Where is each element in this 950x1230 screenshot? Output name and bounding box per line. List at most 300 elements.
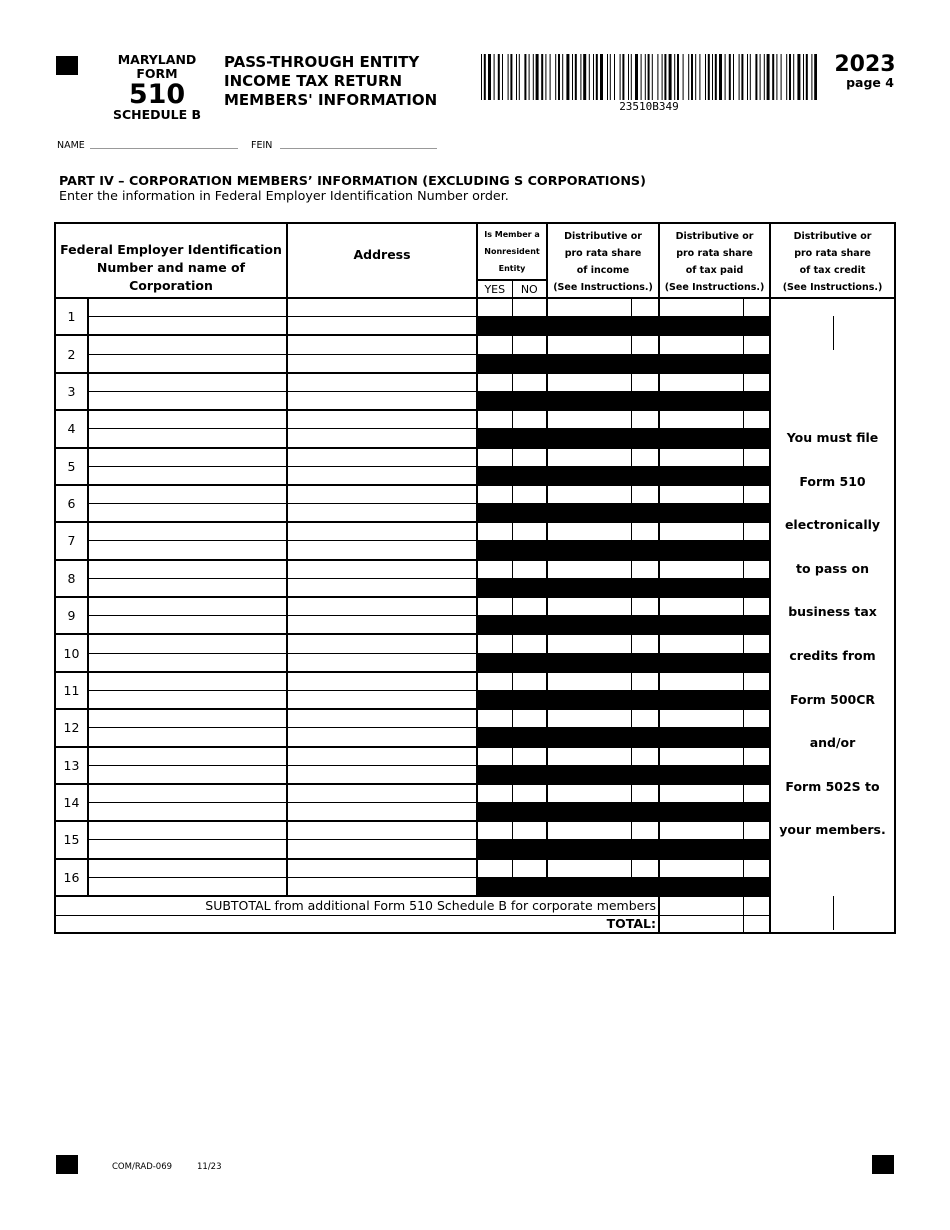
income-dollars-input[interactable]	[547, 634, 631, 653]
income-l1: Distributive or	[564, 231, 642, 242]
barcode-bar	[705, 54, 706, 100]
nonresident-yes-checkbox[interactable]	[477, 485, 512, 504]
address-input-line1[interactable]	[287, 747, 477, 766]
address-input-line1[interactable]	[287, 485, 477, 504]
table-row-sub	[55, 690, 895, 709]
tax-paid-dollars-input[interactable]	[659, 784, 743, 803]
tax-paid-dollars-input[interactable]	[659, 709, 743, 728]
nonresident-no-checkbox[interactable]	[512, 335, 547, 354]
barcode-bar	[614, 54, 615, 100]
income-dollars-input[interactable]	[547, 522, 631, 541]
tax-paid-cents-input[interactable]	[743, 597, 770, 616]
subtotal-cents-input[interactable]	[743, 896, 770, 915]
tax-paid-dollars-input[interactable]	[659, 672, 743, 691]
income-cents-input[interactable]	[631, 672, 659, 691]
fein-input[interactable]	[88, 634, 287, 653]
barcode-bar	[657, 54, 658, 100]
notice-line: to pass on	[796, 560, 870, 576]
income-dollars-input[interactable]	[547, 373, 631, 392]
tax-paid-cents-input[interactable]	[743, 298, 770, 317]
corporation-name-input[interactable]	[88, 354, 287, 373]
barcode-bar	[741, 54, 743, 100]
tax-paid-cents-input[interactable]	[743, 522, 770, 541]
tax-paid-cents-input[interactable]	[743, 747, 770, 766]
address-input-line2[interactable]	[287, 653, 477, 672]
address-input-line1[interactable]	[287, 448, 477, 467]
taxpaid-l3: of tax paid	[685, 265, 744, 276]
address-input-line1[interactable]	[287, 672, 477, 691]
header-yes	[477, 280, 512, 298]
header-fein-name-text: Federal Employer Identification Number and name of Corporation	[60, 241, 282, 293]
members-table	[54, 222, 896, 934]
yes-text: YES	[484, 282, 506, 296]
barcode-bar	[558, 54, 560, 100]
tax-paid-dollars-input[interactable]	[659, 747, 743, 766]
barcode-bar	[536, 54, 539, 100]
barcode-bar	[533, 54, 534, 100]
barcode-bar	[529, 54, 530, 100]
income-cents-input[interactable]	[631, 597, 659, 616]
address-input-line2[interactable]	[287, 391, 477, 410]
nonresident-no-checkbox[interactable]	[512, 373, 547, 392]
tax-paid-cents-input[interactable]	[743, 410, 770, 429]
total-cents-input[interactable]	[743, 915, 770, 933]
fein-input[interactable]	[88, 784, 287, 803]
notice-text	[771, 416, 894, 852]
corporation-name-input[interactable]	[88, 504, 287, 523]
fein-input[interactable]	[88, 672, 287, 691]
address-input-line2[interactable]	[287, 616, 477, 635]
notice-line: Form 500CR	[789, 691, 876, 707]
address-input-line2[interactable]	[287, 728, 477, 747]
shaded-block	[477, 541, 770, 560]
barcode-bar	[580, 54, 581, 100]
shaded-block	[477, 653, 770, 672]
name-label: NAME	[57, 140, 85, 151]
income-cents-input[interactable]	[631, 373, 659, 392]
notice-line: credits from	[789, 647, 876, 663]
tax-paid-cents-input[interactable]	[743, 634, 770, 653]
table-row-sub	[55, 653, 895, 672]
shaded-block	[477, 317, 770, 336]
barcode-bar	[545, 54, 546, 100]
income-cents-input[interactable]	[631, 634, 659, 653]
income-cents-input[interactable]	[631, 335, 659, 354]
table-row-sub	[55, 728, 895, 747]
nonres-l3: Entity	[498, 264, 526, 273]
address-input-line2[interactable]	[287, 541, 477, 560]
address-input-line2[interactable]	[287, 429, 477, 448]
corporation-name-input[interactable]	[88, 803, 287, 822]
nonresident-yes-checkbox[interactable]	[477, 448, 512, 467]
nonresident-no-checkbox[interactable]	[512, 485, 547, 504]
address-input-line2[interactable]	[287, 877, 477, 896]
barcode-bar	[498, 54, 500, 100]
income-cents-input[interactable]	[631, 448, 659, 467]
total-label: TOTAL:	[55, 915, 659, 933]
barcode-bar	[786, 54, 787, 100]
address-input-line2[interactable]	[287, 765, 477, 784]
tax-paid-cents-input[interactable]	[743, 859, 770, 878]
header-address-text: Address	[353, 247, 411, 262]
income-cents-input[interactable]	[631, 859, 659, 878]
tax-paid-dollars-input[interactable]	[659, 859, 743, 878]
fein-input[interactable]	[88, 859, 287, 878]
header-nonresident	[477, 223, 547, 280]
table-row	[55, 335, 895, 354]
barcode-bar	[635, 54, 638, 100]
header-tax-credit	[770, 223, 895, 298]
address-input-line1[interactable]	[287, 410, 477, 429]
fein-input[interactable]	[88, 485, 287, 504]
row-number: 15	[55, 821, 88, 858]
barcode-bar	[562, 54, 563, 100]
corporation-name-input[interactable]	[88, 391, 287, 410]
corporation-name-input[interactable]	[88, 877, 287, 896]
tax-paid-dollars-input[interactable]	[659, 522, 743, 541]
tax-paid-dollars-input[interactable]	[659, 335, 743, 354]
row-number: 11	[55, 672, 88, 709]
barcode-bar	[572, 54, 573, 100]
address-input-line1[interactable]	[287, 821, 477, 840]
part-instruction: Enter the information in Federal Employer Identification Number order.	[59, 188, 509, 203]
barcode-bar	[695, 54, 696, 100]
income-cents-input[interactable]	[631, 784, 659, 803]
barcode-bar	[524, 54, 526, 100]
barcode-bar	[719, 54, 722, 100]
row-number: 14	[55, 784, 88, 821]
form-id-block	[108, 53, 206, 122]
nonresident-no-checkbox[interactable]	[512, 448, 547, 467]
table-row	[55, 784, 895, 803]
nonres-l1: Is Member a	[484, 230, 540, 239]
address-input-line1[interactable]	[287, 597, 477, 616]
table-row-sub	[55, 840, 895, 859]
address-input-line1[interactable]	[287, 298, 477, 317]
tax-paid-dollars-input[interactable]	[659, 298, 743, 317]
row-number: 4	[55, 410, 88, 447]
credit-l1: Distributive or	[793, 231, 872, 242]
nonresident-yes-checkbox[interactable]	[477, 709, 512, 728]
corporation-name-input[interactable]	[88, 317, 287, 336]
tax-year: 2023	[834, 52, 896, 77]
barcode-bar	[739, 54, 740, 100]
nonresident-yes-checkbox[interactable]	[477, 672, 512, 691]
tax-paid-dollars-input[interactable]	[659, 597, 743, 616]
income-dollars-input[interactable]	[547, 597, 631, 616]
income-cents-input[interactable]	[631, 522, 659, 541]
address-input-line2[interactable]	[287, 803, 477, 822]
tax-paid-cents-input[interactable]	[743, 821, 770, 840]
barcode-bar	[674, 54, 675, 100]
schedule-label: SCHEDULE B	[112, 107, 202, 122]
tax-paid-cents-input[interactable]	[743, 709, 770, 728]
barcode-bar	[733, 54, 734, 100]
fein-field[interactable]	[280, 138, 437, 149]
barcode-bar	[502, 54, 503, 100]
form-revision: 11/23	[197, 1162, 222, 1172]
address-input-line2[interactable]	[287, 317, 477, 336]
barcode-bar	[776, 54, 777, 100]
table-row-sub	[55, 317, 895, 336]
address-input-line1[interactable]	[287, 709, 477, 728]
table-row-sub	[55, 578, 895, 597]
table-row	[55, 859, 895, 878]
table-row-sub	[55, 504, 895, 523]
income-dollars-input[interactable]	[547, 448, 631, 467]
income-dollars-input[interactable]	[547, 410, 631, 429]
address-input-line1[interactable]	[287, 522, 477, 541]
table-row-sub	[55, 466, 895, 485]
nonresident-no-checkbox[interactable]	[512, 859, 547, 878]
barcode-bar	[683, 54, 684, 100]
fein-input[interactable]	[88, 373, 287, 392]
address-input-line2[interactable]	[287, 466, 477, 485]
nonresident-yes-checkbox[interactable]	[477, 410, 512, 429]
row-number: 10	[55, 634, 88, 671]
income-dollars-input[interactable]	[547, 672, 631, 691]
tax-paid-dollars-input[interactable]	[659, 373, 743, 392]
table-row-sub	[55, 541, 895, 560]
barcode-bar	[583, 54, 586, 100]
income-cents-input[interactable]	[631, 747, 659, 766]
notice-line: You must file	[786, 430, 879, 445]
table-row-sub	[55, 391, 895, 410]
tax-paid-cents-input[interactable]	[743, 784, 770, 803]
table-row	[55, 522, 895, 541]
barcode-bar	[764, 54, 765, 100]
nonresident-no-checkbox[interactable]	[512, 560, 547, 579]
corporation-name-input[interactable]	[88, 653, 287, 672]
fein-input[interactable]	[88, 597, 287, 616]
corporation-name-input[interactable]	[88, 541, 287, 560]
form-title	[224, 53, 437, 110]
nonresident-yes-checkbox[interactable]	[477, 298, 512, 317]
shaded-block	[477, 616, 770, 635]
barcode-bar	[508, 54, 509, 100]
shaded-block	[477, 840, 770, 859]
shaded-block	[477, 877, 770, 896]
shaded-block	[477, 354, 770, 373]
members-table-body	[55, 298, 895, 933]
part-title: PART IV – CORPORATION MEMBERS’ INFORMATION (EXCLUDING S CORPORATIONS)	[59, 173, 646, 188]
address-input-line2[interactable]	[287, 354, 477, 373]
barcode-bar	[767, 54, 770, 100]
nonresident-no-checkbox[interactable]	[512, 522, 547, 541]
tax-paid-cents-input[interactable]	[743, 560, 770, 579]
notice-line: and/or	[809, 735, 856, 751]
notice-line: Form 510	[799, 473, 866, 489]
income-cents-input[interactable]	[631, 709, 659, 728]
income-dollars-input[interactable]	[547, 709, 631, 728]
state-label: MARYLAND	[117, 52, 197, 67]
tax-paid-cents-input[interactable]	[743, 485, 770, 504]
nonresident-yes-checkbox[interactable]	[477, 335, 512, 354]
nonresident-no-checkbox[interactable]	[512, 747, 547, 766]
income-dollars-input[interactable]	[547, 298, 631, 317]
income-dollars-input[interactable]	[547, 485, 631, 504]
table-row	[55, 373, 895, 392]
income-cents-input[interactable]	[631, 410, 659, 429]
corporation-name-input[interactable]	[88, 690, 287, 709]
table-row	[55, 597, 895, 616]
address-input-line2[interactable]	[287, 578, 477, 597]
fein-label: FEIN	[251, 140, 273, 151]
tax-paid-cents-input[interactable]	[743, 448, 770, 467]
income-l2: pro rata share	[564, 248, 642, 259]
tax-paid-cents-input[interactable]	[743, 335, 770, 354]
name-field[interactable]	[90, 138, 238, 149]
corporation-name-input[interactable]	[88, 578, 287, 597]
address-input-line2[interactable]	[287, 840, 477, 859]
tax-paid-dollars-input[interactable]	[659, 560, 743, 579]
total-dollars-input[interactable]	[659, 915, 743, 933]
barcode-bar	[677, 54, 679, 100]
notice-line: business tax	[788, 604, 877, 620]
nonresident-no-checkbox[interactable]	[512, 634, 547, 653]
barcode-bar	[662, 54, 663, 100]
shaded-block	[477, 803, 770, 822]
table-row-sub	[55, 429, 895, 448]
nonresident-yes-checkbox[interactable]	[477, 522, 512, 541]
address-input-line1[interactable]	[287, 335, 477, 354]
barcode-bar	[729, 54, 731, 100]
barcode-bar	[481, 54, 482, 100]
barcode-bar	[811, 54, 812, 100]
shaded-block	[477, 578, 770, 597]
income-cents-input[interactable]	[631, 821, 659, 840]
fein-input[interactable]	[88, 747, 287, 766]
barcode-bar	[712, 54, 713, 100]
nonresident-yes-checkbox[interactable]	[477, 634, 512, 653]
address-input-line2[interactable]	[287, 504, 477, 523]
nonresident-yes-checkbox[interactable]	[477, 859, 512, 878]
income-cents-input[interactable]	[631, 485, 659, 504]
subtotal-dollars-input[interactable]	[659, 896, 743, 915]
barcode-bar	[715, 54, 717, 100]
title-line-1: PASS-THROUGH ENTITY	[224, 53, 420, 71]
nonresident-no-checkbox[interactable]	[512, 410, 547, 429]
table-row-sub	[55, 765, 895, 784]
nonresident-yes-checkbox[interactable]	[477, 747, 512, 766]
nonresident-no-checkbox[interactable]	[512, 672, 547, 691]
income-dollars-input[interactable]	[547, 821, 631, 840]
address-input-line1[interactable]	[287, 784, 477, 803]
fein-input[interactable]	[88, 448, 287, 467]
fein-input[interactable]	[88, 410, 287, 429]
taxpaid-l1: Distributive or	[675, 231, 754, 242]
fein-input[interactable]	[88, 821, 287, 840]
barcode-bar	[645, 54, 646, 100]
tax-paid-dollars-input[interactable]	[659, 410, 743, 429]
tax-paid-dollars-input[interactable]	[659, 634, 743, 653]
notice-line: Form 502S to	[785, 778, 880, 794]
nonresident-no-checkbox[interactable]	[512, 784, 547, 803]
corporation-name-input[interactable]	[88, 429, 287, 448]
barcode-bar	[750, 54, 751, 100]
header-no	[512, 280, 547, 298]
income-dollars-input[interactable]	[547, 747, 631, 766]
credit-l2: pro rata share	[794, 248, 871, 259]
corporation-name-input[interactable]	[88, 466, 287, 485]
fein-input[interactable]	[88, 335, 287, 354]
nonresident-yes-checkbox[interactable]	[477, 560, 512, 579]
barcode-bar	[575, 54, 577, 100]
shaded-block	[477, 466, 770, 485]
tax-paid-dollars-input[interactable]	[659, 485, 743, 504]
fein-input[interactable]	[88, 560, 287, 579]
subtotal-label: SUBTOTAL from additional Form 510 Schedule B for corporate members	[55, 896, 659, 915]
address-input-line1[interactable]	[287, 560, 477, 579]
tax-paid-cents-input[interactable]	[743, 672, 770, 691]
barcode-bar	[760, 54, 761, 100]
nonresident-no-checkbox[interactable]	[512, 298, 547, 317]
table-row-sub	[55, 354, 895, 373]
credit-l3: of tax credit	[799, 265, 866, 276]
income-dollars-input[interactable]	[547, 784, 631, 803]
table-row	[55, 448, 895, 467]
barcode-bar	[797, 54, 800, 100]
address-input-line2[interactable]	[287, 690, 477, 709]
income-dollars-input[interactable]	[547, 335, 631, 354]
income-cents-input[interactable]	[631, 560, 659, 579]
income-dollars-input[interactable]	[547, 560, 631, 579]
fein-input[interactable]	[88, 522, 287, 541]
barcode-bar	[628, 54, 629, 100]
credit-l4: (See Instructions.)	[782, 282, 883, 293]
row-number: 2	[55, 335, 88, 372]
nonresident-yes-checkbox[interactable]	[477, 821, 512, 840]
form-word: FORM	[136, 66, 178, 81]
income-l3: of income	[576, 265, 630, 276]
page-number: page 4	[846, 75, 894, 90]
barcode-bar	[610, 54, 611, 100]
nonresident-yes-checkbox[interactable]	[477, 373, 512, 392]
barcode-bar	[691, 54, 693, 100]
no-text: NO	[520, 282, 538, 296]
income-dollars-input[interactable]	[547, 859, 631, 878]
fein-input[interactable]	[88, 298, 287, 317]
corporation-name-input[interactable]	[88, 765, 287, 784]
corporation-name-input[interactable]	[88, 728, 287, 747]
barcode-bar	[747, 54, 748, 100]
barcode-bar	[793, 54, 794, 100]
tax-paid-dollars-input[interactable]	[659, 448, 743, 467]
corporation-name-input[interactable]	[88, 616, 287, 635]
nonresident-no-checkbox[interactable]	[512, 709, 547, 728]
tax-paid-cents-input[interactable]	[743, 373, 770, 392]
table-row	[55, 634, 895, 653]
barcode-bar	[789, 54, 791, 100]
tax-paid-dollars-input[interactable]	[659, 821, 743, 840]
corporation-name-input[interactable]	[88, 840, 287, 859]
registration-mark-bottom-left	[56, 1155, 78, 1174]
nonresident-no-checkbox[interactable]	[512, 821, 547, 840]
barcode-bar	[803, 54, 804, 100]
barcode-bar	[622, 54, 624, 100]
fein-input[interactable]	[88, 709, 287, 728]
barcode-bar	[541, 54, 543, 100]
notice-line: electronically	[784, 517, 881, 533]
address-input-line1[interactable]	[287, 859, 477, 878]
income-cents-input[interactable]	[631, 298, 659, 317]
nonresident-yes-checkbox[interactable]	[477, 597, 512, 616]
barcode-bar	[589, 54, 590, 100]
address-input-line1[interactable]	[287, 634, 477, 653]
address-input-line1[interactable]	[287, 373, 477, 392]
nonresident-yes-checkbox[interactable]	[477, 784, 512, 803]
nonresident-no-checkbox[interactable]	[512, 597, 547, 616]
